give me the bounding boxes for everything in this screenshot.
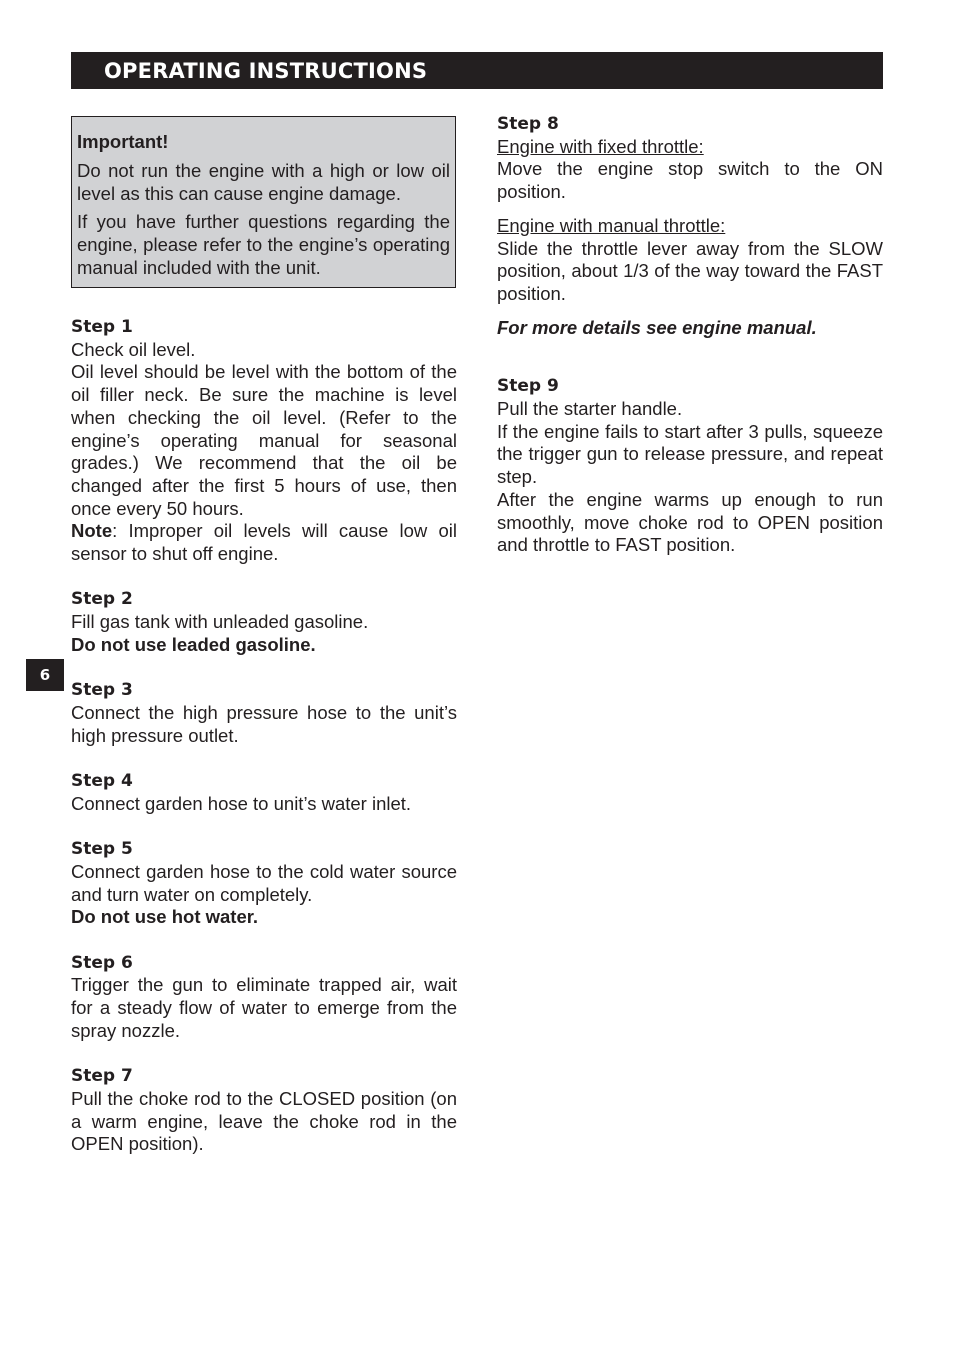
- step-7: [71, 1065, 457, 1156]
- step-1-line: Check oil level.: [71, 338, 196, 360]
- manual-throttle-heading: Engine with manual throttle:: [497, 214, 726, 236]
- important-title: Important!: [77, 131, 169, 152]
- step-7-title: Step 7: [71, 1066, 133, 1087]
- more-details-note: For more details see engine manual.: [497, 316, 817, 338]
- step-1-note: [71, 520, 457, 565]
- manual-throttle-body: Slide the throttle lever away from the SLOW position, about 1/3 of the way toward the FAST position.: [497, 237, 883, 304]
- note-text: : Improper oil levels will cause low oil sensor to shut off engine.: [71, 520, 457, 565]
- step-8: [497, 113, 883, 339]
- step-6-title: Step 6: [71, 952, 133, 973]
- step-2: [71, 588, 457, 656]
- step-3-title: Step 3: [71, 680, 133, 701]
- step-9-line: Pull the starter handle.: [497, 398, 683, 420]
- step-1: [71, 316, 457, 566]
- step-9-title: Step 9: [497, 376, 559, 397]
- step-5: [71, 838, 457, 929]
- important-paragraph-1: Do not run the engine with a high or low oil level as this can cause engine damage.: [77, 160, 450, 204]
- step-6: [71, 952, 457, 1043]
- step-9: [497, 375, 883, 557]
- step-2-warning: Do not use leaded gasoline.: [71, 633, 316, 655]
- step-3: [71, 679, 457, 747]
- step-2-line: Fill gas tank with unleaded gasoline.: [71, 611, 369, 633]
- step-3-body: Connect the high pressure hose to the unit’s high pressure outlet.: [71, 701, 457, 746]
- important-notice-box: [71, 116, 456, 288]
- left-column: [71, 316, 457, 1179]
- note-label: Note: [71, 520, 113, 542]
- step-9-body-2: After the engine warms up enough to run smoothly, move choke rod to OPEN position and throttle to FAST position.: [497, 488, 883, 556]
- step-4: [71, 770, 457, 815]
- step-5-warning: Do not use hot water.: [71, 906, 259, 928]
- step-4-title: Step 4: [71, 771, 133, 792]
- page-number-tab: 6: [26, 659, 64, 691]
- fixed-throttle-body: Move the engine stop switch to the ON position.: [497, 158, 883, 203]
- step-5-title: Step 5: [71, 839, 133, 860]
- right-column: [497, 113, 883, 580]
- step-1-body: Oil level should be level with the bottom of the oil filler neck. Be sure the machine is level when checking the oil level. (Refer to the engine’s operating manual for seasonal grades.) We recommend that the oil be changed after the first 5 hours of use, then once every 50 hours.: [71, 361, 457, 519]
- step-8-title: Step 8: [497, 114, 559, 134]
- step-6-body: Trigger the gun to eliminate trapped air, wait for a steady flow of water to emerge from the spray nozzle.: [71, 974, 457, 1041]
- section-header-bar: [71, 52, 883, 89]
- step-2-title: Step 2: [71, 589, 133, 610]
- step-4-body: Connect garden hose to unit’s water inlet.: [71, 792, 412, 814]
- section-title: OPERATING INSTRUCTIONS: [104, 59, 428, 83]
- step-1-title: Step 1: [71, 317, 133, 337]
- step-9-body-1: If the engine fails to start after 3 pulls, squeeze the trigger gun to release pressure, and repeat step.: [497, 420, 883, 488]
- step-5-body: Connect garden hose to the cold water source and turn water on completely.: [71, 860, 457, 905]
- step-7-body: Pull the choke rod to the CLOSED position (on a warm engine, leave the choke rod in the OPEN position).: [71, 1087, 457, 1155]
- important-paragraph-2: If you have further questions regarding the engine, please refer to the engine’s operating manual included with the unit.: [77, 211, 450, 278]
- fixed-throttle-heading: Engine with fixed throttle:: [497, 135, 704, 157]
